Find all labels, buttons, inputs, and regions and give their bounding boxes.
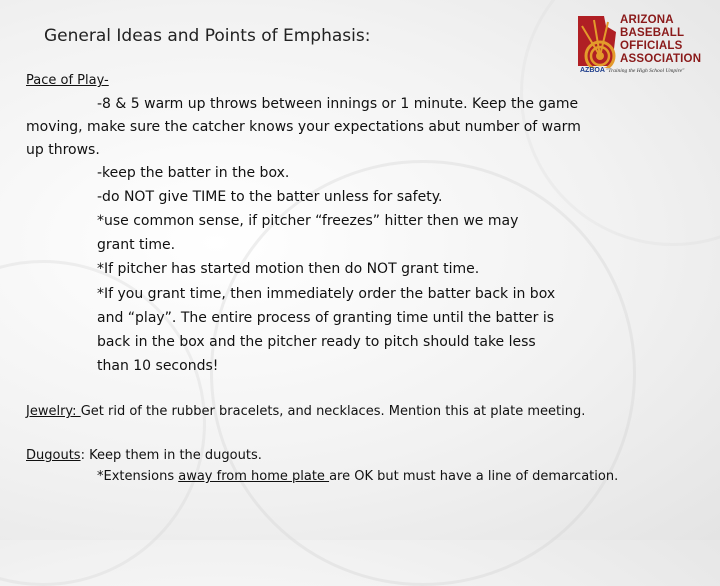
logo-text-line: ARIZONA [620,14,674,26]
pace-bullet: *If you grant time, then immediately order the batter back in box [97,286,556,302]
dugouts-extension-line [97,465,618,488]
dugouts-heading: Dugouts [26,448,81,463]
dugouts-text: : Keep them in the dugouts. [80,448,262,463]
pace-bullet: and “play”. The entire process of granting time until the batter is [97,310,554,326]
pace-bullet: than 10 seconds! [97,358,219,374]
jewelry-text: Get rid of the rubber bracelets, and necklaces. Mention this at plate meeting. [80,404,586,419]
dugouts-paragraph [26,444,262,467]
pace-line: moving, make sure the catcher knows your expectations abut number of warm [26,119,581,135]
pace-bullet: back in the box and the pitcher ready to pitch should take less [97,334,536,350]
logo-text-line: ASSOCIATION [620,53,702,65]
pace-bullet: *If pitcher has started motion then do NOT grant time. [97,261,480,277]
jewelry-heading: Jewelry: [26,404,81,419]
azboa-logo [576,12,712,78]
pace-of-play-heading: Pace of Play- [26,73,109,88]
logo-text-line: OFFICIALS [620,40,683,52]
pace-line: -8 & 5 warm up throws between innings or 1 minute. Keep the game [97,96,579,112]
arizona-sun-emblem-icon [576,12,620,68]
jewelry-paragraph [26,400,585,423]
pace-bullet: -do NOT give TIME to the batter unless for safety. [97,189,443,205]
logo-text-line: BASEBALL [620,27,685,39]
pace-bullet: *use common sense, if pitcher “freezes” hitter then we may [97,213,519,229]
pace-bullet: grant time. [97,237,176,253]
logo-tagline: "Training the High School Umpire" [606,68,685,74]
extension-suffix: are OK but must have a line of demarcation. [329,469,619,484]
pace-line: up throws. [26,142,100,158]
extension-prefix: *Extensions [97,469,179,484]
extension-underlined: away from home plate [178,469,330,484]
slide-title: General Ideas and Points of Emphasis: [44,26,371,46]
pace-bullet: -keep the batter in the box. [97,165,290,181]
logo-abbreviation: AZBOA [580,67,605,74]
